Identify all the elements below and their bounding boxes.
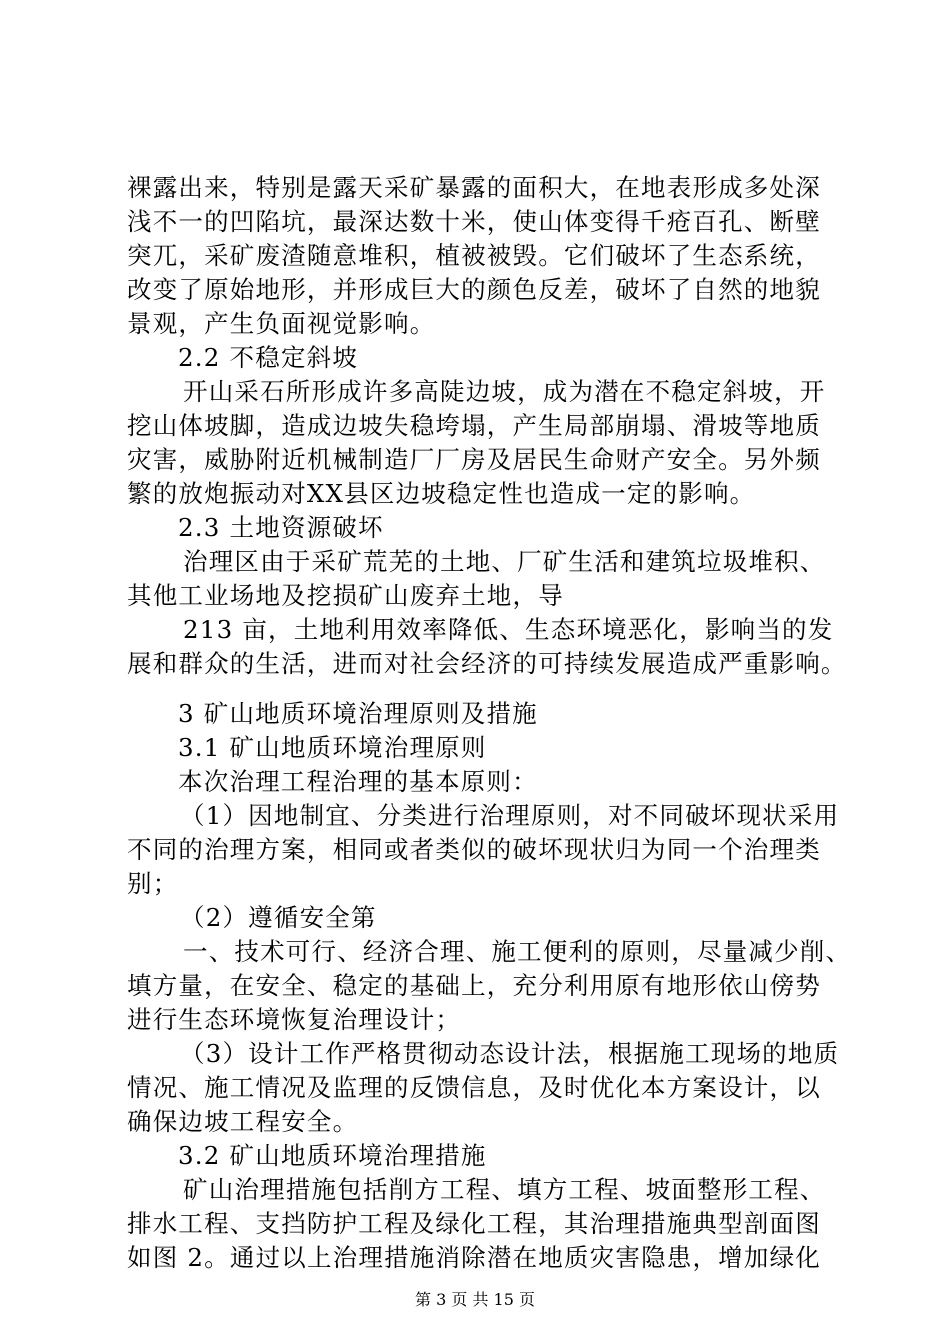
paragraph-line: 治理区由于采矿荒芜的土地、厂矿生活和建筑垃圾堆积、 [183,547,826,576]
paragraph-line: （2）遵循安全第 [180,903,377,932]
paragraph-line: 裸露出来，特别是露天采矿暴露的面积大，在地表形成多处深 [127,173,821,202]
paragraph-line: 矿山治理措施包括削方工程、填方工程、坡面整形工程、 [183,1175,826,1204]
paragraph-line: 繁的放炮振动对XX县区边坡稳定性也造成一定的影响。 [127,479,756,508]
paragraph-line: 213 亩，土地利用效率降低、生态环境恶化，影响当的发 [183,615,834,644]
paragraph-line: 如图 2。通过以上治理措施消除潜在地质灾害隐患，增加绿化 [127,1243,821,1272]
paragraph-line: 不同的治理方案，相同或者类似的破坏现状归为同一个治理类 [127,835,821,864]
section-heading: 2.3 土地资源破坏 [178,513,384,542]
page-number-footer: 第 3 页 共 15 页 [415,1290,535,1309]
paragraph-line: 确保边坡工程安全。 [127,1107,359,1136]
paragraph-line: 景观，产生负面视觉影响。 [127,309,436,338]
section-heading: 2.2 不稳定斜坡 [178,343,359,372]
paragraph-line: 展和群众的生活，进而对社会经济的可持续发展造成严重影响。 [127,649,847,678]
paragraph-line: 浅不一的凹陷坑，最深达数十米，使山体变得千疮百孔、断壁 [127,207,821,236]
paragraph-line: 进行生态环境恢复治理设计； [127,1005,462,1034]
section-heading: 3.1 矿山地质环境治理原则 [178,733,487,762]
paragraph-line: 灾害，威胁附近机械制造厂厂房及居民生命财产安全。另外频 [127,445,821,474]
section-heading: 3 矿山地质环境治理原则及措施 [178,699,538,728]
paragraph-line: 本次治理工程治理的基本原则： [178,767,538,796]
paragraph-line: 挖山体坡脚，造成边坡失稳垮塌，产生局部崩塌、滑坡等地质 [127,411,821,440]
paragraph-line: 其他工业场地及挖损矿山废弃土地，导 [127,581,564,610]
paragraph-line: 情况、施工情况及监理的反馈信息，及时优化本方案设计，以 [127,1073,821,1102]
paragraph-line: （1）因地制宜、分类进行治理原则，对不同破坏现状采用 [180,801,840,830]
paragraph-line: 开山采石所形成许多高陡边坡，成为潜在不稳定斜坡，开 [183,377,826,406]
paragraph-line: 排水工程、支挡防护工程及绿化工程，其治理措施典型剖面图 [127,1209,821,1238]
paragraph-line: 突兀，采矿废渣随意堆积，植被被毁。它们破坏了生态系统， [127,241,821,270]
paragraph-line: 填方量，在安全、稳定的基础上，充分利用原有地形依山傍势 [127,971,821,1000]
paragraph-line: （3）设计工作严格贯彻动态设计法，根据施工现场的地质 [180,1039,840,1068]
paragraph-line: 别； [127,869,179,898]
paragraph-line: 改变了原始地形，并形成巨大的颜色反差，破坏了自然的地貌 [127,275,821,304]
paragraph-line: 一、技术可行、经济合理、施工便利的原则，尽量减少削、 [183,937,852,966]
section-heading: 3.2 矿山地质环境治理措施 [178,1141,487,1170]
